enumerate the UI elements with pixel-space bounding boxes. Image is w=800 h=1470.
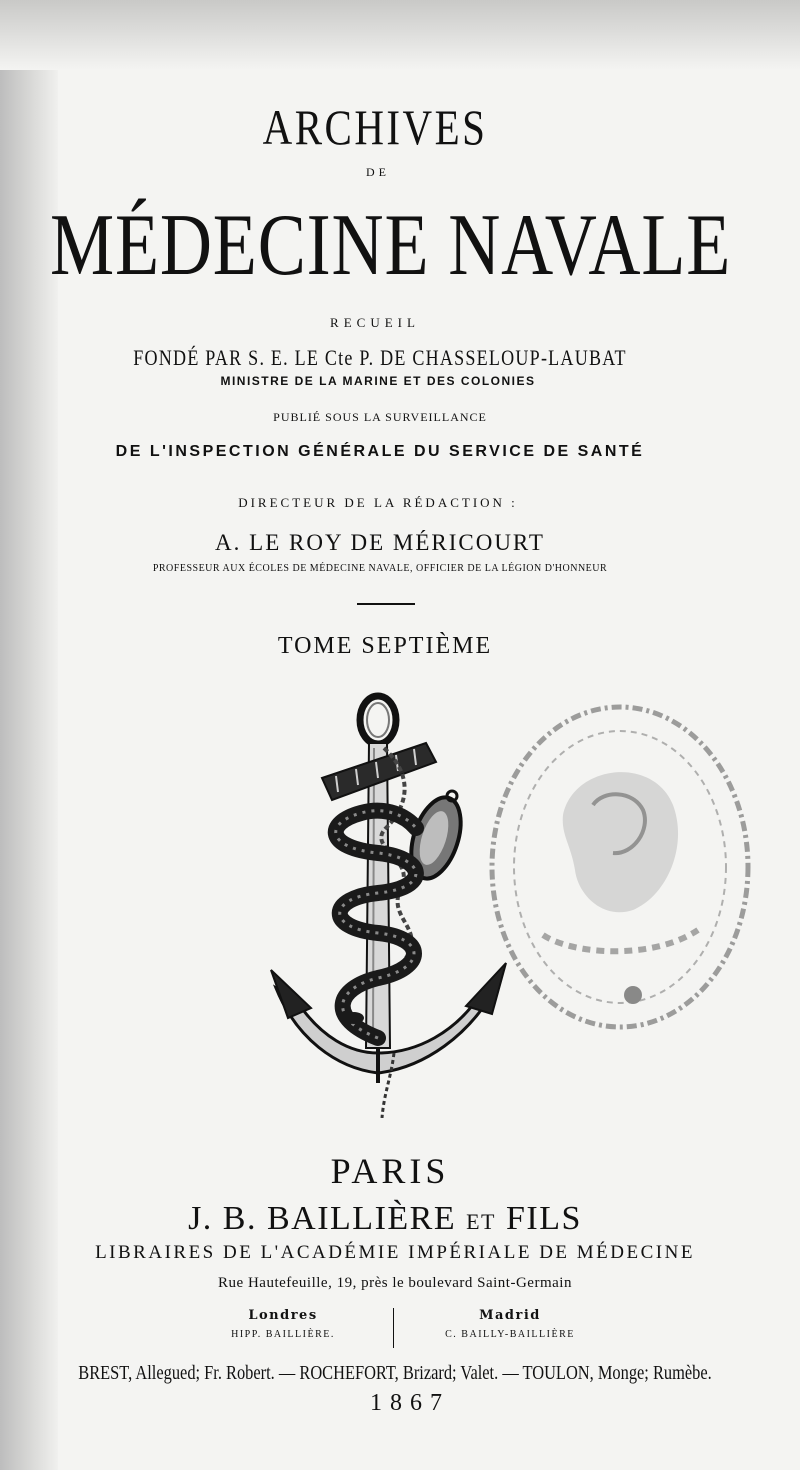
imprint-city: PARIS — [330, 1151, 450, 1191]
publisher-name — [0, 1200, 785, 1238]
recueil-label: RECUEIL — [330, 315, 420, 330]
anchor-caduceus-icon — [266, 688, 510, 1118]
publication-year: 1867 — [370, 1390, 450, 1416]
volume-label: TOME SEPTIÈME — [277, 633, 493, 659]
libraires-line: LIBRAIRES DE L'ACADÉMIE IMPÉRIALE DE MÉDECINE — [95, 1242, 695, 1263]
divider-rule — [357, 603, 415, 605]
london-office — [173, 1308, 393, 1340]
london-city: Londres — [248, 1308, 318, 1323]
title-de: DE — [366, 165, 390, 179]
branch-offices — [0, 1308, 800, 1348]
inspection-line: DE L'INSPECTION GÉNÉRALE DU SERVICE DE SANTÉ — [115, 443, 645, 460]
editor-name: A. LE ROY DE MÉRICOURT — [215, 530, 545, 555]
publisher-fils: FILS — [506, 1200, 582, 1237]
professeur-line: PROFESSEUR AUX ÉCOLES DE MÉDECINE NAVALE, OFFICIER DE LA LÉGION D'HONNEUR — [152, 563, 608, 574]
column-divider — [393, 1308, 394, 1348]
address-line: Rue Hautefeuille, 19, près le boulevard Saint-Germain — [218, 1275, 572, 1291]
publisher-main: J. B. BAILLIÈRE — [188, 1200, 457, 1237]
minister-line: MINISTRE DE LA MARINE ET DES COLONIES — [220, 374, 536, 388]
branches-line: BREST, Allegued; Fr. Robert. — ROCHEFORT, Brizard; Valet. — TOULON, Monge; Rumèbe. — [78, 1362, 712, 1384]
title-medecine-navale: MÉDECINE NAVALE — [50, 197, 732, 294]
founder-line: FONDÉ PAR S. E. LE Cte P. DE CHASSELOUP-LAUBAT — [133, 345, 627, 370]
madrid-office — [400, 1308, 620, 1340]
publie-line: PUBLIÉ SOUS LA SURVEILLANCE — [273, 410, 487, 424]
madrid-agent: C. BAILLY-BAILLIÈRE — [445, 1329, 575, 1340]
title-archives: ARCHIVES — [262, 99, 488, 155]
directeur-line: DIRECTEUR DE LA RÉDACTION : — [238, 495, 518, 510]
london-agent: HIPP. BAILLIÈRE. — [231, 1329, 335, 1340]
madrid-city: Madrid — [479, 1308, 541, 1323]
library-stamp-icon — [483, 695, 758, 1040]
page-top-shadow — [0, 0, 800, 70]
publisher-et: ET — [466, 1209, 496, 1234]
